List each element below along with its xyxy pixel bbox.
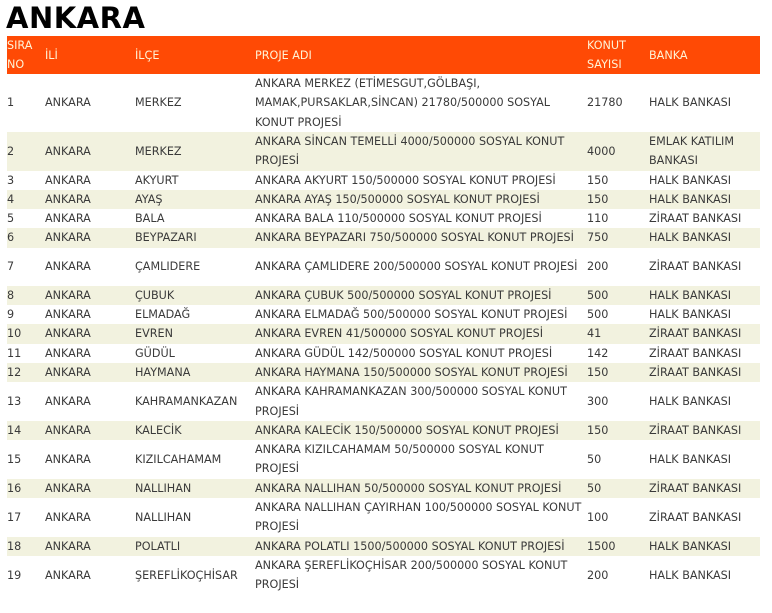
cell-il: ANKARA bbox=[45, 96, 91, 110]
cell-konut-sayisi: 100 bbox=[587, 510, 609, 524]
cell-proje-adi: ANKARA NALLIHAN ÇAYIRHAN 100/500000 SOSYAL KONUT PROJESİ bbox=[255, 501, 582, 534]
cell-banka: HALK BANKASI bbox=[649, 96, 732, 110]
cell-sira-no: 18 bbox=[7, 539, 22, 553]
cell-konut-sayisi: 110 bbox=[587, 212, 609, 226]
header-ilce: İLÇE bbox=[135, 48, 160, 62]
cell-ilce: HAYMANA bbox=[135, 365, 191, 379]
cell-proje-adi: ANKARA POLATLI 1500/500000 SOSYAL KONUT PROJESİ bbox=[255, 539, 565, 553]
cell-banka: ZİRAAT BANKASI bbox=[649, 365, 742, 379]
cell-il: ANKARA bbox=[45, 481, 91, 495]
table-row bbox=[7, 248, 760, 286]
cell-ilce: AKYURT bbox=[135, 173, 179, 187]
cell-proje-adi: ANKARA BALA 110/500000 SOSYAL KONUT PROJESİ bbox=[255, 212, 542, 226]
cell-il: ANKARA bbox=[45, 327, 91, 341]
cell-proje-adi: ANKARA KALECİK 150/500000 SOSYAL KONUT PROJESİ bbox=[255, 423, 559, 437]
cell-banka: HALK BANKASI bbox=[649, 231, 732, 245]
cell-proje-adi: ANKARA ELMADAĞ 500/500000 SOSYAL KONUT PROJESİ bbox=[255, 308, 568, 322]
cell-sira-no: 12 bbox=[7, 365, 22, 379]
cell-ilce: MERKEZ bbox=[135, 96, 182, 110]
table-row bbox=[7, 132, 760, 171]
cell-ilce: NALLIHAN bbox=[135, 510, 192, 524]
cell-il: ANKARA bbox=[45, 346, 91, 360]
cell-sira-no: 9 bbox=[7, 308, 15, 322]
cell-banka: ZİRAAT BANKASI bbox=[649, 481, 742, 495]
cell-proje-adi: ANKARA SİNCAN TEMELLİ 4000/500000 SOSYAL KONUT PROJESİ bbox=[255, 135, 565, 168]
cell-proje-adi: ANKARA GÜDÜL 142/500000 SOSYAL KONUT PROJESİ bbox=[255, 346, 553, 360]
table-row bbox=[7, 190, 760, 209]
cell-ilce: MERKEZ bbox=[135, 144, 182, 158]
cell-sira-no: 10 bbox=[7, 327, 22, 341]
cell-il: ANKARA bbox=[45, 288, 91, 302]
cell-banka: HALK BANKASI bbox=[649, 173, 732, 187]
table-header-row bbox=[7, 36, 760, 74]
cell-proje-adi: ANKARA ŞEREFLİKOÇHİSAR 200/500000 SOSYAL KONUT PROJESİ bbox=[255, 558, 568, 592]
cell-ilce: EVREN bbox=[135, 327, 173, 341]
header-proje-adi: PROJE ADI bbox=[255, 48, 312, 62]
cell-banka: ZİRAAT BANKASI bbox=[649, 346, 742, 360]
cell-ilce: GÜDÜL bbox=[135, 346, 175, 360]
cell-konut-sayisi: 750 bbox=[587, 231, 609, 245]
table-row bbox=[7, 74, 760, 132]
cell-banka: HALK BANKASI bbox=[649, 394, 732, 408]
cell-konut-sayisi: 150 bbox=[587, 365, 609, 379]
cell-konut-sayisi: 50 bbox=[587, 452, 602, 466]
cell-il: ANKARA bbox=[45, 192, 91, 206]
cell-konut-sayisi: 200 bbox=[587, 260, 609, 274]
cell-konut-sayisi: 200 bbox=[587, 568, 609, 582]
table-row bbox=[7, 421, 760, 440]
cell-il: ANKARA bbox=[45, 452, 91, 466]
cell-konut-sayisi: 41 bbox=[587, 327, 602, 341]
table-row bbox=[7, 537, 760, 556]
cell-il: ANKARA bbox=[45, 173, 91, 187]
cell-sira-no: 8 bbox=[7, 288, 15, 302]
cell-ilce: ELMADAĞ bbox=[135, 308, 191, 322]
header-sira-no: SIRA NO bbox=[7, 39, 33, 71]
cell-konut-sayisi: 500 bbox=[587, 288, 609, 302]
cell-sira-no: 19 bbox=[7, 568, 22, 582]
page-title: ANKARA bbox=[6, 1, 146, 35]
cell-sira-no: 7 bbox=[7, 260, 15, 274]
cell-proje-adi: ANKARA ÇUBUK 500/500000 SOSYAL KONUT PROJESİ bbox=[255, 288, 552, 302]
cell-sira-no: 14 bbox=[7, 423, 22, 437]
cell-sira-no: 2 bbox=[7, 144, 15, 158]
table-row bbox=[7, 305, 760, 324]
header-konut-sayisi: KONUT SAYISI bbox=[587, 39, 626, 71]
table-row bbox=[7, 556, 760, 595]
cell-il: ANKARA bbox=[45, 231, 91, 245]
cell-ilce: ÇAMLIDERE bbox=[135, 260, 201, 274]
cell-sira-no: 1 bbox=[7, 96, 15, 110]
cell-ilce: KIZILCAHAMAM bbox=[135, 452, 222, 466]
cell-sira-no: 17 bbox=[7, 510, 22, 524]
cell-proje-adi: ANKARA NALLIHAN 50/500000 SOSYAL KONUT PROJESİ bbox=[255, 481, 562, 495]
cell-banka: HALK BANKASI bbox=[649, 568, 732, 582]
table-row bbox=[7, 171, 760, 190]
cell-banka: ZİRAAT BANKASI bbox=[649, 423, 742, 437]
cell-banka: ZİRAAT BANKASI bbox=[649, 510, 742, 524]
cell-il: ANKARA bbox=[45, 510, 91, 524]
cell-sira-no: 15 bbox=[7, 452, 22, 466]
cell-il: ANKARA bbox=[45, 539, 91, 553]
cell-il: ANKARA bbox=[45, 423, 91, 437]
cell-proje-adi: ANKARA EVREN 41/500000 SOSYAL KONUT PROJESİ bbox=[255, 327, 544, 341]
cell-banka: HALK BANKASI bbox=[649, 539, 732, 553]
cell-konut-sayisi: 150 bbox=[587, 192, 609, 206]
housing-projects-table bbox=[7, 36, 760, 595]
table-row bbox=[7, 382, 760, 421]
cell-il: ANKARA bbox=[45, 365, 91, 379]
cell-proje-adi: ANKARA KAHRAMANKAZAN 300/500000 SOSYAL KONUT PROJESİ bbox=[255, 385, 567, 418]
cell-ilce: KAHRAMANKAZAN bbox=[135, 394, 238, 408]
cell-ilce: BALA bbox=[135, 212, 165, 226]
cell-proje-adi: ANKARA ÇAMLIDERE 200/500000 SOSYAL KONUT PROJESİ bbox=[255, 260, 578, 274]
cell-banka: HALK BANKASI bbox=[649, 452, 732, 466]
cell-il: ANKARA bbox=[45, 144, 91, 158]
cell-ilce: ÇUBUK bbox=[135, 288, 175, 302]
cell-konut-sayisi: 1500 bbox=[587, 539, 616, 553]
cell-konut-sayisi: 142 bbox=[587, 346, 609, 360]
cell-banka: ZİRAAT BANKASI bbox=[649, 260, 742, 274]
cell-proje-adi: ANKARA AKYURT 150/500000 SOSYAL KONUT PROJESİ bbox=[255, 173, 556, 187]
cell-konut-sayisi: 150 bbox=[587, 173, 609, 187]
cell-sira-no: 4 bbox=[7, 192, 15, 206]
cell-sira-no: 3 bbox=[7, 173, 15, 187]
table-row bbox=[7, 498, 760, 537]
cell-il: ANKARA bbox=[45, 260, 91, 274]
table-row bbox=[7, 344, 760, 363]
cell-proje-adi: ANKARA BEYPAZARI 750/500000 SOSYAL KONUT PROJESİ bbox=[255, 231, 574, 245]
cell-il: ANKARA bbox=[45, 212, 91, 226]
cell-sira-no: 6 bbox=[7, 231, 15, 245]
table-row bbox=[7, 363, 760, 382]
cell-ilce: POLATLI bbox=[135, 539, 181, 553]
cell-banka: ZİRAAT BANKASI bbox=[649, 212, 742, 226]
cell-ilce: KALECİK bbox=[135, 423, 182, 437]
cell-il: ANKARA bbox=[45, 394, 91, 408]
table-row bbox=[7, 228, 760, 247]
cell-ilce: ŞEREFLİKOÇHİSAR bbox=[135, 568, 238, 582]
cell-proje-adi: ANKARA MERKEZ (ETİMESGUT,GÖLBAŞI, MAMAK,PURSAKLAR,SİNCAN) 21780/500000 SOSYAL KONUT PROJESİ bbox=[255, 77, 550, 129]
cell-proje-adi: ANKARA HAYMANA 150/500000 SOSYAL KONUT PROJESİ bbox=[255, 365, 568, 379]
cell-banka: HALK BANKASI bbox=[649, 288, 732, 302]
table-row bbox=[7, 209, 760, 228]
table-row bbox=[7, 440, 760, 479]
cell-sira-no: 16 bbox=[7, 481, 22, 495]
cell-sira-no: 13 bbox=[7, 394, 22, 408]
cell-proje-adi: ANKARA AYAŞ 150/500000 SOSYAL KONUT PROJESİ bbox=[255, 192, 540, 206]
cell-konut-sayisi: 21780 bbox=[587, 96, 623, 110]
cell-banka: HALK BANKASI bbox=[649, 192, 732, 206]
cell-konut-sayisi: 500 bbox=[587, 308, 609, 322]
cell-ilce: NALLIHAN bbox=[135, 481, 192, 495]
cell-banka: HALK BANKASI bbox=[649, 308, 732, 322]
cell-banka: EMLAK KATILIM BANKASI bbox=[649, 135, 734, 168]
cell-ilce: BEYPAZARI bbox=[135, 231, 197, 245]
cell-il: ANKARA bbox=[45, 308, 91, 322]
table-row bbox=[7, 324, 760, 343]
cell-proje-adi: ANKARA KIZILCAHAMAM 50/500000 SOSYAL KONUT PROJESİ bbox=[255, 443, 544, 476]
cell-konut-sayisi: 4000 bbox=[587, 144, 616, 158]
header-il: İLİ bbox=[45, 48, 58, 62]
table-row bbox=[7, 479, 760, 498]
header-banka: BANKA bbox=[649, 48, 688, 62]
cell-konut-sayisi: 150 bbox=[587, 423, 609, 437]
cell-il: ANKARA bbox=[45, 568, 91, 582]
cell-sira-no: 5 bbox=[7, 212, 15, 226]
cell-konut-sayisi: 50 bbox=[587, 481, 602, 495]
cell-konut-sayisi: 300 bbox=[587, 394, 609, 408]
cell-ilce: AYAŞ bbox=[135, 192, 163, 206]
cell-banka: ZİRAAT BANKASI bbox=[649, 327, 742, 341]
table-row bbox=[7, 286, 760, 305]
cell-sira-no: 11 bbox=[7, 346, 22, 360]
